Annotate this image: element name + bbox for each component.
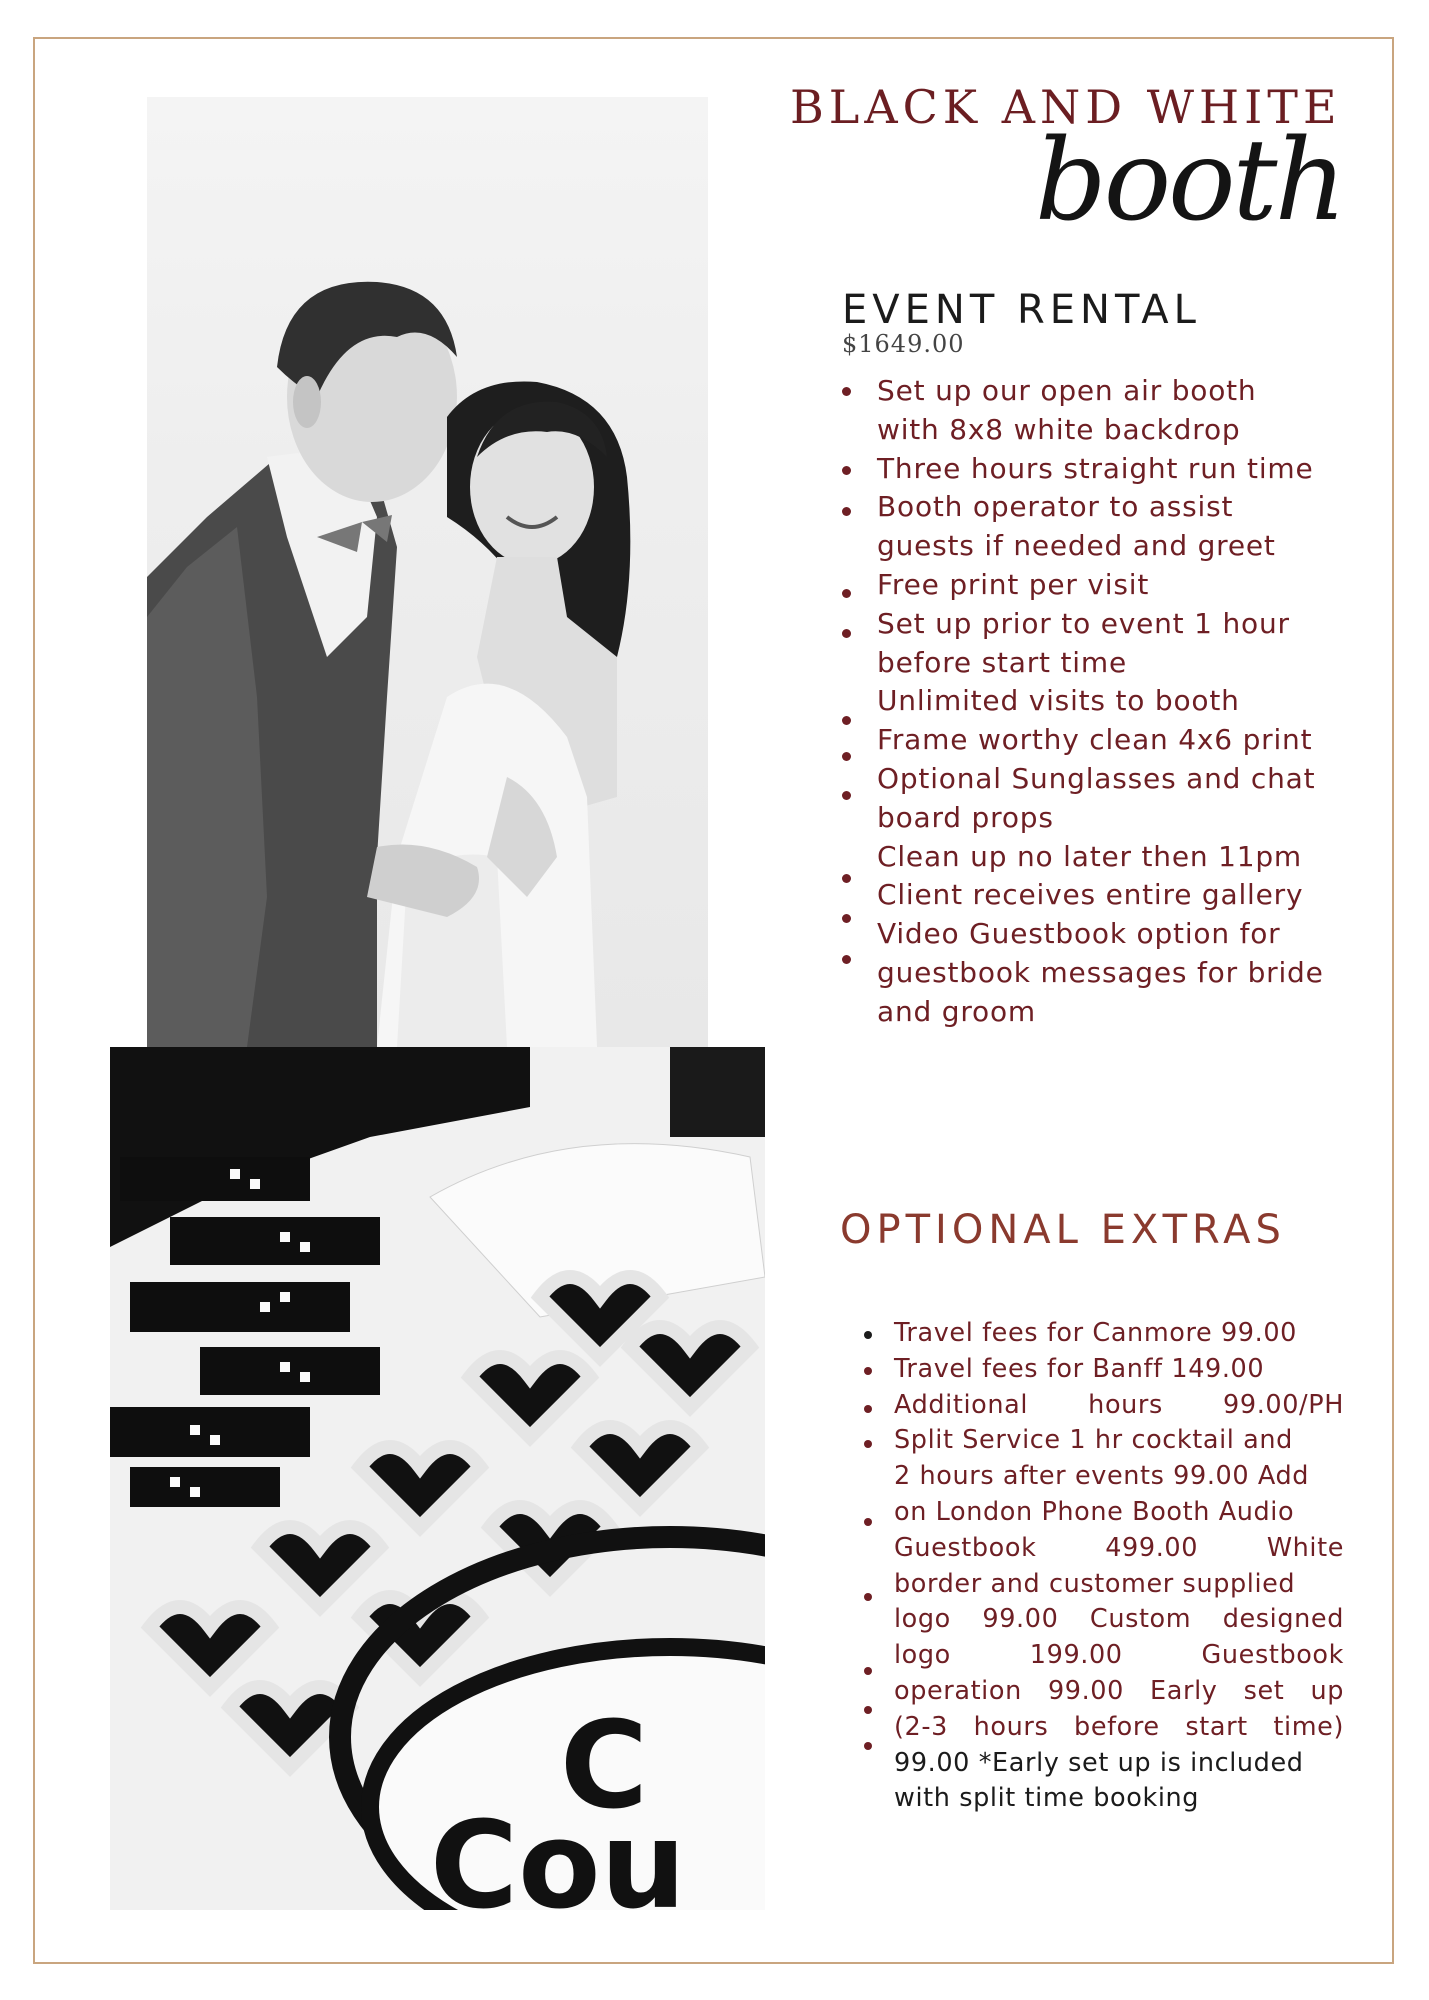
bullet-icon xyxy=(842,955,851,964)
list-item: and groom xyxy=(877,994,1036,1028)
bullet-icon xyxy=(842,589,851,598)
props-photo xyxy=(110,1047,765,1910)
list-item: operation 99.00 Early set up xyxy=(894,1675,1344,1706)
bullet-icon xyxy=(864,1518,872,1526)
list-item: Travel fees for Banff 149.00 xyxy=(894,1353,1265,1384)
bullet-icon xyxy=(842,507,851,516)
svg-text:Cou: Cou xyxy=(430,1797,686,1910)
bullet-icon xyxy=(864,1593,872,1601)
list-item: (2-3 hours before start time) xyxy=(894,1711,1344,1742)
bullet-icon xyxy=(864,1331,872,1339)
list-item: Frame worthy clean 4x6 print xyxy=(877,723,1313,757)
list-item: before start time xyxy=(877,645,1127,679)
list-item: Clean up no later then 11pm xyxy=(877,839,1302,873)
list-item: Three hours straight run time xyxy=(877,451,1314,485)
list-item: 99.00 *Early set up is included xyxy=(894,1747,1304,1778)
event-rental-list xyxy=(877,372,1397,1032)
bullet-icon xyxy=(864,1667,872,1675)
bullet-icon xyxy=(842,914,851,923)
bullet-icon xyxy=(864,1405,872,1413)
list-item: with 8x8 white backdrop xyxy=(877,412,1241,446)
bullet-icon xyxy=(842,466,851,475)
event-rental-title: EVENT RENTAL xyxy=(842,287,1201,333)
list-item: with split time booking xyxy=(894,1783,1200,1814)
list-item: Set up our open air booth xyxy=(877,374,1257,407)
bullet-icon xyxy=(864,1706,872,1714)
list-item: guests if needed and greet xyxy=(877,529,1276,563)
bullet-icon xyxy=(864,1367,872,1375)
event-rental-price: $1649.00 xyxy=(842,330,965,358)
list-item: logo 199.00 Guestbook xyxy=(894,1640,1344,1671)
list-item: Set up prior to event 1 hour xyxy=(877,606,1290,640)
list-item: on London Phone Booth Audio xyxy=(894,1496,1295,1527)
list-item: board props xyxy=(877,800,1054,834)
heading-booth-script: booth xyxy=(1035,116,1344,246)
list-item: Optional Sunglasses and chat xyxy=(877,761,1316,795)
bullet-icon xyxy=(842,716,851,725)
bullet-icon xyxy=(842,629,851,638)
svg-text:C: C xyxy=(560,1697,649,1836)
bullet-icon xyxy=(842,874,851,883)
couple-photo xyxy=(147,97,708,1047)
list-item: border and customer supplied xyxy=(894,1568,1296,1599)
optional-extras-title: OPTIONAL EXTRAS xyxy=(840,1207,1286,1253)
list-item: Split Service 1 hr cocktail and xyxy=(894,1425,1293,1456)
bullet-icon xyxy=(864,1742,872,1750)
list-item: Guestbook 499.00 White xyxy=(894,1532,1344,1563)
heading-black-and-white: BLACK AND WHITE xyxy=(790,80,1342,134)
list-item: Additional hours 99.00/PH xyxy=(894,1389,1344,1420)
list-item: logo 99.00 Custom designed xyxy=(894,1604,1344,1635)
list-item: Free print per visit xyxy=(877,567,1150,601)
bullet-icon xyxy=(842,752,851,761)
list-item: Client receives entire gallery xyxy=(877,878,1304,912)
bullet-icon xyxy=(842,791,851,800)
bullet-icon xyxy=(842,387,851,396)
list-item: Video Guestbook option for xyxy=(877,917,1281,951)
list-item: Unlimited visits to booth xyxy=(877,684,1240,718)
list-item: guestbook messages for bride xyxy=(877,955,1324,989)
optional-extras-list xyxy=(894,1316,1344,1817)
list-item: Travel fees for Canmore 99.00 xyxy=(894,1318,1297,1348)
bullet-icon xyxy=(864,1440,872,1448)
list-item: Booth operator to assist xyxy=(877,490,1234,524)
list-item: 2 hours after events 99.00 Add xyxy=(894,1461,1310,1492)
